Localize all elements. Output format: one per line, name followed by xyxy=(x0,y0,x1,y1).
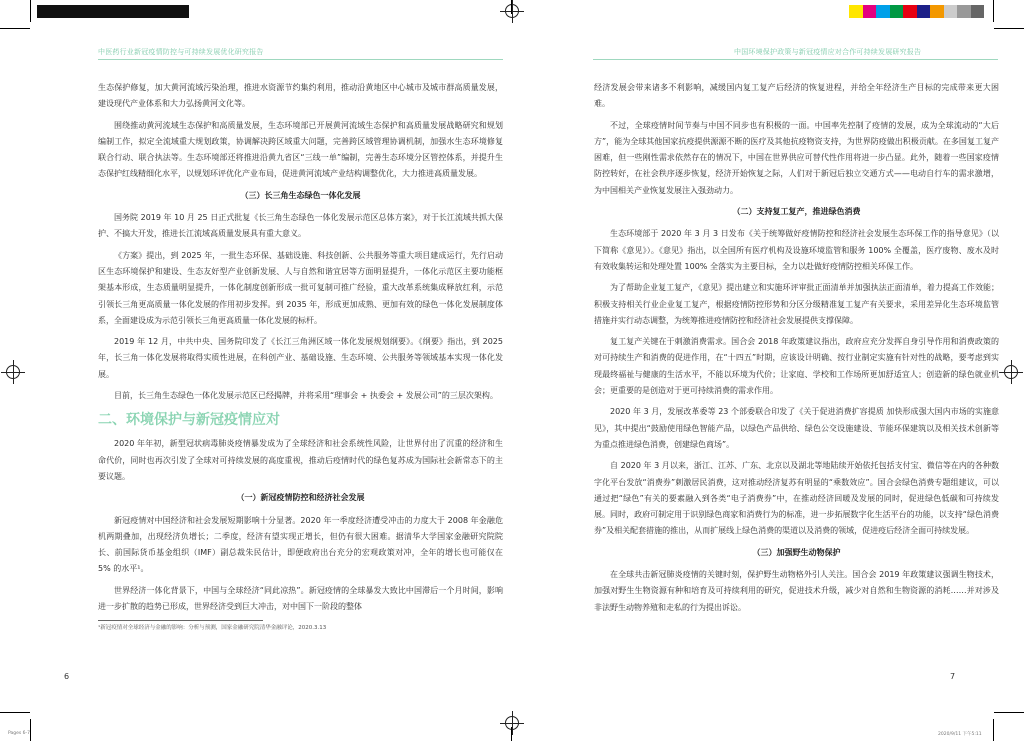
crop-mark xyxy=(993,719,994,741)
right-running-header: 中国环境保护政策与新冠疫情应对合作可持续发展研究报告 xyxy=(734,48,922,56)
paragraph: 围绕推动黄河流域生态保护和高质量发展，生态环境部已开展黄河流域生态保护和高质量发展战略研究和规划编制工作，拟定全流域重大规划政策，协调解决跨区域重大问题，完善跨区域管理协调机制，加强水生态环境修复联合行动、联合执法等。生态环境部还将推进沿黄九省区“三线一单”编制，完善生态环境分区管控体系，并提升生态保护红线精细化水平，以规划环评优化产业布局，促进黄河流域产业结构调整优化，大力推进高质量发展。 xyxy=(98,120,503,179)
footnote: ¹新冠疫情对全球经济与金融的影响：分析与预测，国家金融研究院清华金融评论，2020.3.13 xyxy=(98,625,327,632)
paragraph: 目前，长三角生态绿色一体化发展示范区已经揭牌，并将采用“理事会 + 执委会 + 发展公司”的三层次架构。 xyxy=(114,391,498,401)
paragraph: 在全球共击新冠肺炎疫情的关键时刻，保护野生动物格外引人关注。国合会 2019 年政策建议强调生物技术，加强对野生生物资源有种和培育及可持续利用的研究，促进技术升级，减少对自然和生物资源的消耗……并对涉及非法野生动物养殖和走私的行为提出诉讼。 xyxy=(594,570,999,612)
paragraph: 经济发展会带来诸多不利影响，减缓国内复工复产后经济的恢复进程，并给全年经济生产目标的完成带来更大困难。 xyxy=(594,83,999,109)
subheading: （二）支持复工复产，推进绿色消费 xyxy=(732,207,861,217)
paragraph: 《方案》提出，到 2025 年，一批生态环保、基础设施、科技创新、公共服务等重大项目建成运行，先行启动区生态环境保护和建设、生态友好型产业创新发展、人与自然和谐宜居等方面明显提升，一体化示范区主要功能框架基本形成，生态质量明显提升，一体化制度创新形成一批可复制可推广经验，重大改革系统集成释放红利，示范引领长三角更高质量一体化发展的作用初步发挥。到 2035 年，形成更加成熟、更加有效的绿色一体化发展制度体系，全面建设成为示范引领长三角更高质量一体化发展的标杆。 xyxy=(98,250,503,325)
left-page-body xyxy=(98,80,503,632)
crop-mark xyxy=(994,28,1024,29)
right-page-number: 7 xyxy=(950,672,956,681)
subheading: （一）新冠疫情防控和经济社会发展 xyxy=(236,493,365,503)
crop-mark xyxy=(30,719,31,741)
crop-mark xyxy=(994,712,1024,713)
paragraph: 复工复产关键在于刺激消费需求。国合会 2018 年政策建议指出，政府应充分发挥自身引导作用和消费政策的对可持续生产和消费的促进作用，在“十四五”时期，应该设计明确、按行业制定实施有针对性的战略，要考虑到实现最终福祉与健康的生活水平，不能以环境为代价；让家庭、学校和工作场所更加舒适宜人；创造新的绿色就业机会；更重要的是创造对于更可持续消费的需求作用。 xyxy=(594,337,999,396)
registration-mark-right xyxy=(1004,365,1018,379)
paragraph: 2019 年 12 月，中共中央、国务院印发了《长江三角洲区域一体化发展规划纲要》。《纲要》指出，到 2025 年，长三角一体化发展将取得实质性进展，在科创产业、基础设施、生态环境、公共服务等领域基本实现一体化发展。 xyxy=(98,337,503,379)
right-print-slug: 2020/9/11 下午5:11 xyxy=(938,732,982,737)
right-header-rule xyxy=(593,59,998,60)
subheading: （三）加强野生动物保护 xyxy=(752,547,841,557)
black-calibration-bar xyxy=(37,5,189,18)
paragraph: 2020 年 3 月，发展改革委等 23 个部委联合印发了《关于促进消费扩容提质 加快形成强大国内市场的实施意见》，其中提出“鼓励使用绿色智能产品，以绿色产品供给、绿色公交设施建设、节能环保建筑以及相关技术创新等为重点推进绿色消费，创建绿色商场”。 xyxy=(594,407,999,449)
crop-mark xyxy=(30,0,31,22)
left-running-header: 中医药行业新冠疫情防控与可持续发展优化研究报告 xyxy=(98,48,264,56)
paragraph: 世界经济一体化背景下，中国与全球经济“同此凉热”。新冠疫情的全球暴发大致比中国滞后一个月时间，影响进一步扩散的趋势已形成，世界经济受到巨大冲击，对中国下一阶段的整体 xyxy=(98,585,503,612)
left-print-slug: Pages 6-7 xyxy=(8,731,31,736)
crop-mark xyxy=(511,0,512,14)
left-header-rule xyxy=(98,59,503,60)
paragraph: 生态环境部于 2020 年 3 月 3 日发布《关于统筹做好疫情防控和经济社会发展生态环保工作的指导意见》（以下简称《意见》）。《意见》指出，以全国所有医疗机构及设施环境监管和服务 100% 全覆盖，医疗废物、废水及时有效收集转运和处理处置 100% 全落实为主要目标，全力以赴做好疫情防控相关环保工作。 xyxy=(594,229,999,271)
registration-mark-bottom xyxy=(505,716,519,730)
crop-mark xyxy=(0,28,30,29)
crop-mark xyxy=(0,712,30,713)
color-calibration-bar xyxy=(849,5,984,18)
paragraph: 生态保护修复，加大黄河流域污染治理，推进水资源节约集约利用，推动沿黄地区中心城市及城市群高质量发展，建设现代产业体系和大力弘扬黄河文化等。 xyxy=(98,83,503,109)
crop-mark xyxy=(993,0,994,22)
section-heading: 二、环境保护与新冠疫情应对 xyxy=(98,412,280,429)
paragraph: 为了帮助企业复工复产，《意见》提出建立和实施环评审批正面清单并加强执法正面清单，着力提高工作效能；积极支持相关行业企业复工复产，根据疫情防控形势和分区分级精准复工复产有关要求，采用差异化生态环境监管措施并实行动态调整，为统筹推进疫情防控和经济社会发展提供支撑保障。 xyxy=(594,283,999,325)
paragraph: 国务院 2019 年 10 月 25 日正式批复《长三角生态绿色一体化发展示范区总体方案》，对于长江流域共抓大保护、不搞大开发，推进长江流域高质量发展具有重大意义。 xyxy=(98,213,503,239)
footnote-rule xyxy=(98,620,263,621)
left-page-number: 6 xyxy=(64,672,70,681)
registration-mark-top xyxy=(505,4,519,18)
paragraph: 新冠疫情对中国经济和社会发展短期影响十分显著。2020 年一季度经济遭受冲击的力度大于 2008 年金融危机两期叠加，出现经济负增长；二季度，经济有望实现正增长，但仍有很大困难。据清华大学国家金融研究院院长、前国际货币基金组织（IMF）副总裁朱民估计，即便政府出台充分的宏观政策对冲，全年的增长也可能仅在 5% 的水平¹。 xyxy=(98,515,503,574)
crop-mark xyxy=(511,727,512,741)
paragraph: 不过，全球疫情时间节奏与中国不同步也有积极的一面。中国率先控制了疫情的发展，成为全球流动的“大后方”，能为全球其他国家抗疫提供源源不断的医疗及其他抗疫物资支持，为世界防疫做出积极贡献。在多国复工复产困难，但一些刚性需求依然存在的情况下，中国在世界供应可替代性作用将进一步凸显。此外，随着一些国家疫情防控转好，在社会秩序逐步恢复，经济开始恢复之际，人们对于新冠后独立交通方式——电动自行车的需求激增，为中国相关产业恢复发展注入强劲动力。 xyxy=(594,120,999,195)
paragraph: 2020 年年初，新型冠状病毒肺炎疫情暴发成为了全球经济和社会系统性风险，让世界付出了沉重的经济和生命代价，同时也再次引发了全球对可持续发展的高度重视，推动后疫情时代的绿色复苏成为国际社会新常态下的主要议题。 xyxy=(98,439,503,481)
registration-mark-left xyxy=(6,365,20,379)
right-page-body xyxy=(594,80,999,621)
paragraph: 自 2020 年 3 月以来，浙江、江苏、广东、北京以及湖北等地陆续开始依托包括支付宝、微信等在内的各种数字化平台发放“消费券”刺激居民消费，这对推动经济复苏有明显的“乘数效应”。国合会绿色消费专题组建议，可以通过把“绿色”有关的要素融入到各类“电子消费券”中，在推动经济回暖及发展的同时，促进绿色低碳和可持续发展。同时，政府可制定用于识别绿色商家和消费行为的标准，进一步拓展数字化生活平台的功能，以支持“绿色消费券”及相关配套措施的推出，从而扩展线上绿色消费的渠道以及消费的领域，促进疫后经济全面可持续发展。 xyxy=(594,461,999,536)
subheading: （三）长三角生态绿色一体化发展 xyxy=(240,190,361,200)
